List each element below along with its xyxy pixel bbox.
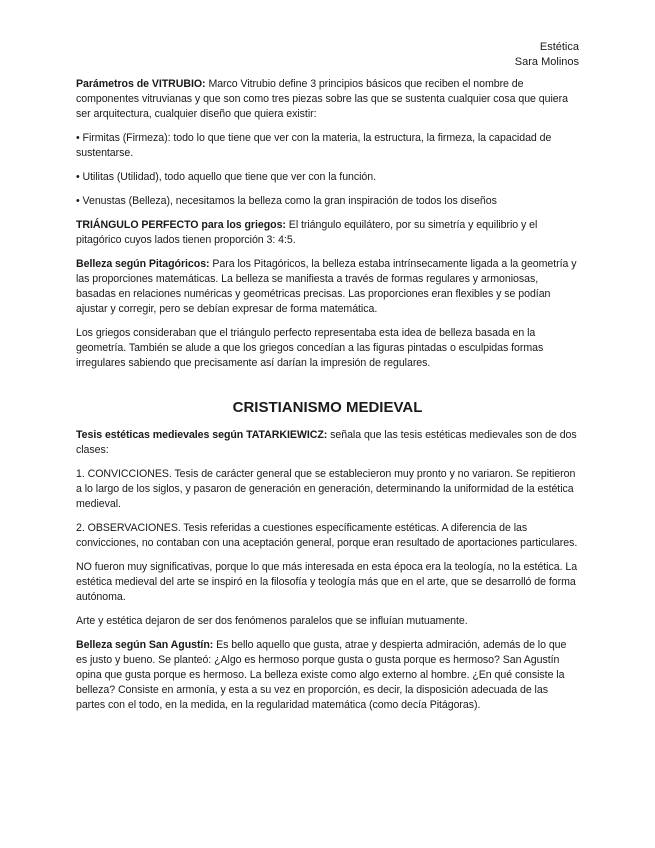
paragraph-text: El triángulo equilátero, por su simetría y equilibrio y el pitagórico cuyos lados tienen proporción 3: 4:5. xyxy=(76,219,538,246)
paragraph-label: Belleza según San Agustín: xyxy=(76,639,214,651)
paragraph-observaciones xyxy=(76,521,579,551)
page-header xyxy=(515,40,579,70)
paragraph-triangulo xyxy=(76,218,579,248)
paragraph-text: • Utilitas (Utilidad), todo aquello que tiene que ver con la función. xyxy=(76,171,377,183)
paragraph-text: Los griegos consideraban que el triángulo perfecto representaba esta idea de belleza basada en la geometría. También se alude a que los griegos concedían a las figuras pintadas o esculpidas formas irregulares sabiendo que precisamente así darían la impresión de regulares. xyxy=(76,327,544,369)
paragraph-label: Belleza según Pitagóricos: xyxy=(76,258,210,270)
paragraph-convicciones xyxy=(76,467,579,512)
paragraph-vitrubio xyxy=(76,77,579,122)
list-item-venustas xyxy=(76,194,579,209)
paragraph-teologia xyxy=(76,560,579,605)
paragraph-pitagoricos xyxy=(76,257,579,317)
paragraph-arte-estetica xyxy=(76,614,579,629)
paragraph-text: 1. CONVICCIONES. Tesis de carácter general que se establecieron muy pronto y no variaron. Se repitieron a lo largo de los siglos, y pasaron de generación en generación, determinando la uniformidad de la estética medieval. xyxy=(76,468,576,510)
paragraph-text: Es bello aquello que gusta, atrae y despierta admiración, además de lo que es justo y bueno. Se planteó: ¿Algo es hermoso porque gusta o gusta porque es hermoso? San Agustín opina que gusta porque es hermoso. La belleza existe como algo externo al hombre. ¿En qué consiste la belleza? Consiste en armonía, y esta a su vez en proporción, es decir, la disposición adecuada de las partes con el todo, en la medida, en la regularidad matemática (como decía Pitágoras). xyxy=(76,639,567,711)
paragraph-tatarkiewicz xyxy=(76,428,579,458)
paragraph-label: TRIÁNGULO PERFECTO para los griegos: xyxy=(76,219,286,231)
list-item-firmitas xyxy=(76,131,579,161)
paragraph-text: NO fueron muy significativas, porque lo que más interesada en esta época era la teología, no la estética. La estética medieval del arte se inspiró en la filosofía y teología más que en el arte, que se desarrolló de forma autónoma. xyxy=(76,561,578,603)
header-subject: Estética xyxy=(539,41,579,53)
paragraph-label: Parámetros de VITRUBIO: xyxy=(76,78,206,90)
section-title: CRISTIANISMO MEDIEVAL xyxy=(232,399,423,416)
paragraph-text: señala que las tesis estéticas medievales son de dos clases: xyxy=(76,429,577,456)
list-item-utilitas xyxy=(76,170,579,185)
paragraph-label: Tesis estéticas medievales según TATARKIEWICZ: xyxy=(76,429,328,441)
paragraph-griegos xyxy=(76,326,579,371)
paragraph-text: • Firmitas (Firmeza): todo lo que tiene que ver con la materia, la estructura, la firmeza, la capacidad de sustentarse. xyxy=(76,132,552,159)
paragraph-text: Para los Pitagóricos, la belleza estaba intrínsecamente ligada a la geometría y las proporciones matemáticas. La belleza se manifiesta a través de formas regulares y armoniosas, basadas en relaciones numéricas y geométricas precisas. Las proporciones eran flexibles y se podían ajustar y corregir, pero se debían expresar de forma matemática. xyxy=(76,258,577,315)
paragraph-san-agustin xyxy=(76,638,579,713)
paragraph-text: Arte y estética dejaron de ser dos fenómenos paralelos que se influían mutuamente. xyxy=(76,615,468,627)
paragraph-text: Marco Vitrubio define 3 principios básicos que reciben el nombre de componentes vitruvianas y que son como tres piezas sobre las que se sustenta cualquier cosa que quiera ser arquitectura, cualquier diseño que quiera existir: xyxy=(76,78,568,120)
paragraph-text: • Venustas (Belleza), necesitamos la belleza como la gran inspiración de todos los diseños xyxy=(76,195,497,207)
paragraph-text: 2. OBSERVACIONES. Tesis referidas a cuestiones específicamente estéticas. A diferencia de las convicciones, no contaban con una aceptación general, porque eran resultado de aportaciones particulares. xyxy=(76,522,578,549)
document-body xyxy=(76,77,579,722)
header-author: Sara Molinos xyxy=(514,56,579,68)
